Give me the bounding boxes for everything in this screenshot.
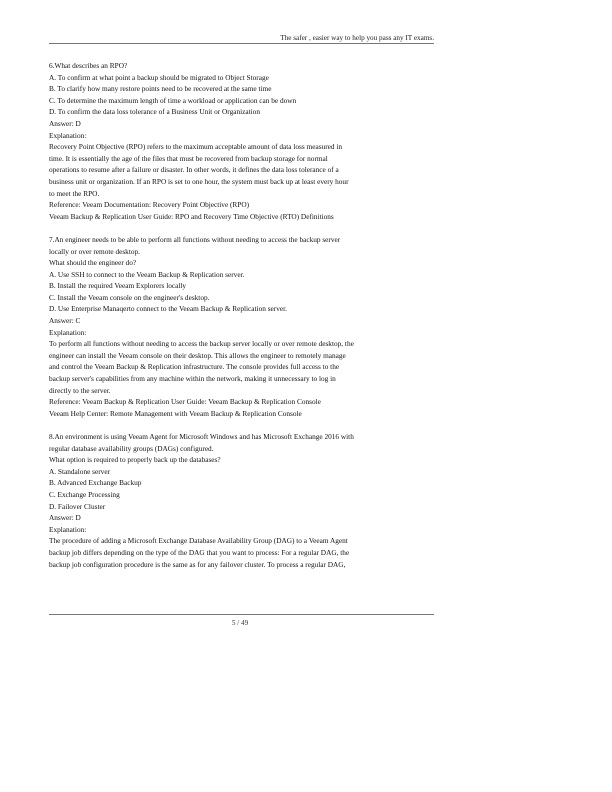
explanation-line: operations to resume after a failure or disaster. In other words, it defines the data loss tolerance of a	[49, 165, 339, 175]
reference-line: Reference: Veeam Documentation: Recovery Point Objective (RPO)	[49, 200, 250, 210]
option-c: C. To determine the maximum length of time a workload or application can be down	[49, 95, 297, 105]
option-b: B. Advanced Exchange Backup	[49, 478, 142, 488]
question-text: 7.An engineer needs to be able to perform all functions without needing to access the backup server	[49, 234, 341, 244]
question-text: 6.What describes an RPO?	[49, 61, 128, 70]
explanation-line: and control the Veeam Backup & Replication infrastructure. The console provides full access to the	[49, 362, 340, 372]
option-d: D. Use Enterprise Manaqerto connect to the Veeam Backup & Replication server.	[49, 304, 287, 314]
reference-line: Veeam Help Center: Remote Management with Veeam Backup & Replication Console	[49, 408, 302, 418]
answer-line: Answer: D	[49, 513, 81, 523]
option-b: B. To clarify how many restore points need to be recovered at the same time	[49, 84, 272, 94]
explanation-line: business unit or organization. If an RPO is set to one hour, the system must back up at least every hour	[49, 176, 349, 186]
explanation-line: backup server's capabilities from any machine within the network, making it unnecessary to log in	[49, 374, 336, 384]
option-b: B. Install the required Veeam Explorers locally	[49, 281, 187, 291]
page-number: 5 / 49	[231, 619, 249, 627]
reference-line: Veeam Backup & Replication User Guide: RPO and Recovery Time Objective (RTO) Definitions	[49, 211, 334, 221]
spacer	[49, 419, 404, 431]
page-content	[49, 60, 404, 570]
spacer	[49, 222, 404, 234]
option-d: D. To confirm the data loss tolerance of a Business Unit or Organization	[49, 107, 260, 117]
explanation-line: directly to the server.	[49, 385, 111, 395]
option-c: C. Install the Veeam console on the engineer's desktop.	[49, 292, 210, 302]
explanation-label: Explanation:	[49, 327, 87, 337]
explanation-line: To perform all functions without needing to access the backup server locally or over remote desktop, the	[49, 339, 354, 349]
explanation-line: backup job configuration procedure is the same as for any failover cluster. To process a regular DAG,	[49, 559, 346, 569]
question-text-cont: regular database availability groups (DAGs) configured.	[49, 443, 214, 453]
option-c: C. Exchange Processing	[49, 489, 120, 499]
explanation-label: Explanation:	[49, 524, 87, 534]
question-block	[49, 234, 404, 420]
explanation-line: Recovery Point Objective (RPO) refers to the maximum acceptable amount of data loss measured in	[49, 142, 343, 152]
explanation-line: engineer can install the Veeam console on their desktop. This allows the engineer to remotely manage	[49, 350, 346, 360]
explanation-line: The procedure of adding a Microsoft Exchange Database Availability Group (DAG) to a Veeam Agent	[49, 536, 348, 546]
explanation-label: Explanation:	[49, 130, 87, 140]
footer-divider	[49, 614, 434, 615]
option-a: A. Standalone server	[49, 466, 110, 476]
question-block	[49, 60, 404, 222]
question-text: 8.An environment is using Veeam Agent for Microsoft Windows and has Microsoft Exchange 2016 with	[49, 432, 354, 441]
header-tagline: The safer , easier way to help you pass any IT exams.	[280, 34, 434, 42]
option-d: D. Failover Cluster	[49, 501, 106, 511]
option-a: A. Use SSH to connect to the Veeam Backup & Replication server.	[49, 269, 245, 279]
question-text-cont: locally or over remote desktop.	[49, 246, 140, 256]
question-text-cont: What option is required to properly back up the databases?	[49, 455, 221, 465]
explanation-line: backup job differs depending on the type of the DAG that you want to process: For a regular DAG, the	[49, 547, 350, 557]
question-block	[49, 431, 404, 570]
question-text-cont: What should the engineer do?	[49, 258, 137, 268]
option-a: A. To confirm at what point a backup should be migrated to Object Storage	[49, 72, 269, 82]
header-divider	[49, 43, 434, 44]
explanation-line: time. It is essentially the age of the files that must be recovered from backup storage for normal	[49, 153, 328, 163]
reference-line: Reference: Veeam Backup & Replication User Guide: Veeam Backup & Replication Console	[49, 397, 321, 407]
answer-line: Answer: C	[49, 316, 81, 326]
answer-line: Answer: D	[49, 118, 81, 128]
explanation-line: to meet the RPO.	[49, 188, 100, 198]
